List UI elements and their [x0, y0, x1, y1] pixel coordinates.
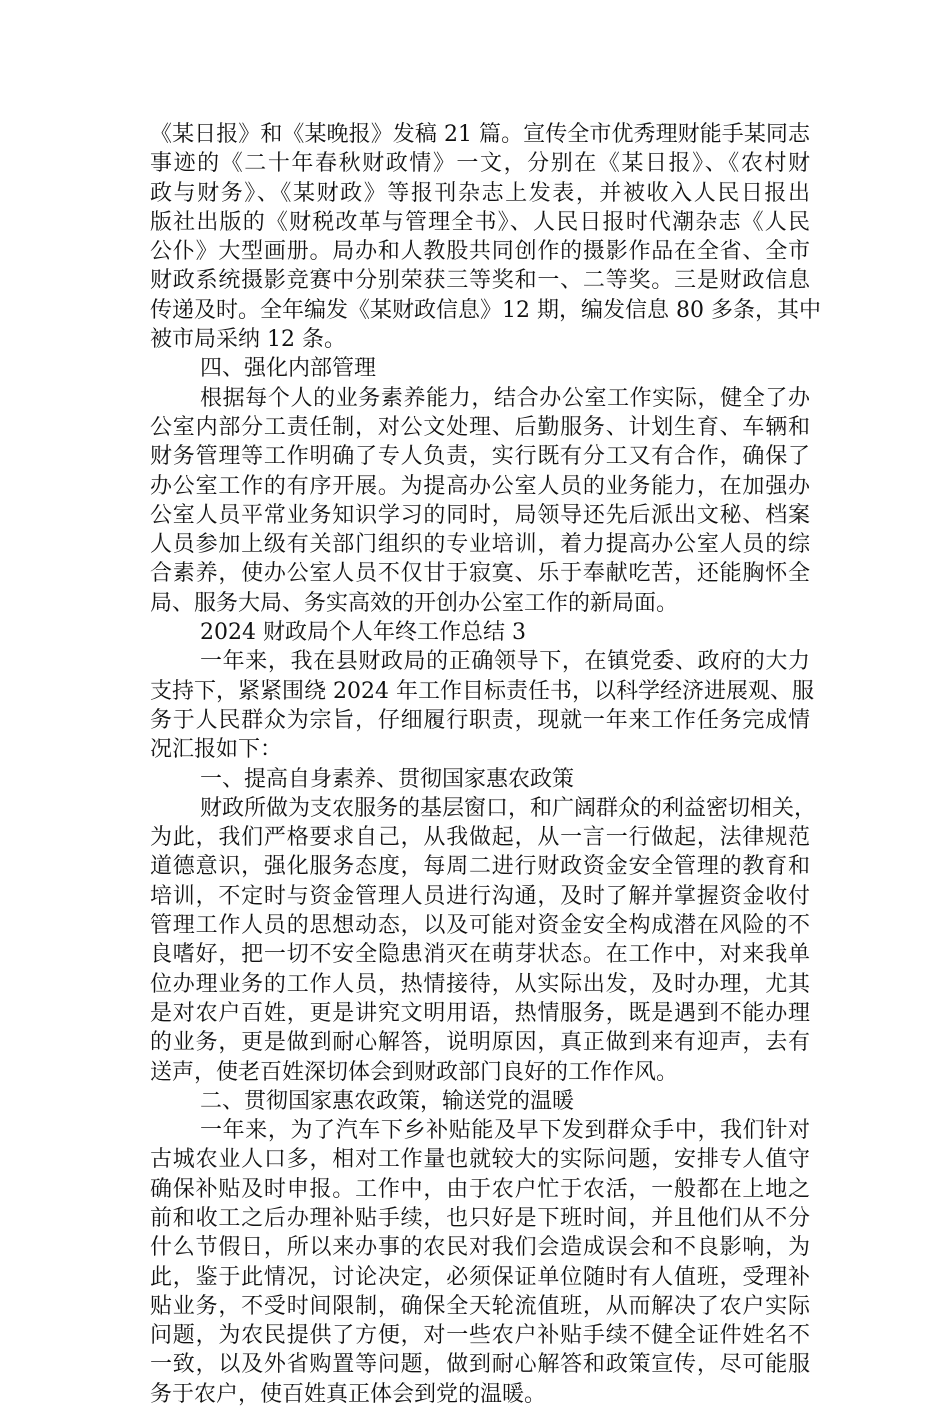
text-line: 传递及时。全年编发《某财政信息》12 期，编发信息 80 多条，其中	[150, 297, 821, 323]
text-line: 局、服务大局、务实高效的开创办公室工作的新局面。	[150, 590, 679, 616]
text-line: 版社出版的《财税改革与管理全书》、人民日报时代潮杂志《人民	[150, 209, 810, 235]
text-line: 合素养，使办公室人员不仅甘于寂寞、乐于奉献吃苦，还能胸怀全	[150, 561, 810, 587]
text-line: 根据每个人的业务素养能力，结合办公室工作实际，健全了办	[200, 385, 810, 411]
text-line: 古城农业人口多，相对工作量也就较大的实际问题，安排专人值守	[150, 1147, 810, 1173]
text-line: 公仆》大型画册。局办和人教股共同创作的摄影作品在全省、全市	[150, 239, 810, 265]
text-line: 《某日报》和《某晚报》发稿 21 篇。宣传全市优秀理财能手某同志	[150, 122, 810, 147]
text-line: 公室人员平常业务知识学习的同时，局领导还先后派出文秘、档案	[150, 502, 810, 528]
text-line: 一年来，为了汽车下乡补贴能及早下发到群众手中，我们针对	[200, 1118, 810, 1144]
text-line: 什么节假日，所以来办事的农民对我们会造成误会和不良影响，为	[150, 1235, 810, 1261]
document-page	[150, 120, 821, 1409]
text-line: 财政所做为支农服务的基层窗口，和广阔群众的利益密切相关，	[200, 795, 817, 821]
text-line: 一致，以及外省购置等问题，做到耐心解答和政策宣传，尽可能服	[150, 1352, 810, 1378]
text-line: 务于人民群众为宗旨，仔细履行职责，现就一年来工作任务完成情	[150, 707, 810, 733]
text-line: 良嗜好，把一切不安全隐患消灭在萌芽状态。在工作中，对来我单	[150, 942, 810, 968]
text-line: 确保补贴及时申报。工作中，由于农户忙于农活，一般都在上地之	[150, 1176, 810, 1202]
text-line: 2024 财政局个人年终工作总结 3	[200, 620, 526, 646]
text-line: 公室内部分工责任制，对公文处理、后勤服务、计划生育、车辆和	[150, 414, 810, 440]
text-line: 前和收工之后办理补贴手续，也只好是下班时间，并且他们从不分	[150, 1205, 810, 1231]
text-line: 是对农户百姓，更是讲究文明用语，热情服务，既是遇到不能办理	[150, 1000, 810, 1026]
text-line: 贴业务，不受时间限制，确保全天轮流值班，从而解决了农户实际	[150, 1293, 810, 1319]
text-line: 问题，为农民提供了方便，对一些农户补贴手续不健全证件姓名不	[150, 1323, 810, 1349]
text-line: 一、提高自身素养、贯彻国家惠农政策	[200, 766, 575, 792]
text-line: 财务管理等工作明确了专人负责，实行既有分工又有合作，确保了	[150, 444, 810, 470]
text-line: 政与财务》、《某财政》等报刊杂志上发表，并被收入人民日报出	[150, 180, 810, 206]
text-line: 道德意识，强化服务态度，每周二进行财政资金安全管理的教育和	[150, 854, 810, 880]
text-line: 被市局采纳 12 条。	[150, 327, 346, 353]
text-line: 二、贯彻国家惠农政策，输送党的温暖	[200, 1088, 575, 1114]
text-line: 办公室工作的有序开展。为提高办公室人员的业务能力，在加强办	[150, 473, 810, 499]
text-line: 一年来，我在县财政局的正确领导下，在镇党委、政府的大力	[200, 649, 810, 675]
text-line: 送声，使老百姓深切体会到财政部门良好的工作作风。	[150, 1059, 679, 1085]
text-line: 事迹的《二十年春秋财政情》一文，分别在《某日报》、《农村财	[150, 151, 810, 177]
text-line: 人员参加上级有关部门组织的专业培训，着力提高办公室人员的综	[150, 532, 810, 558]
text-line: 财政系统摄影竞赛中分别荣获三等奖和一、二等奖。三是财政信息	[150, 268, 810, 294]
text-line: 位办理业务的工作人员，热情接待，从实际出发，及时办理，尤其	[150, 971, 810, 997]
text-line: 的业务，更是做到耐心解答，说明原因，真正做到来有迎声，去有	[150, 1030, 810, 1056]
text-line: 四、强化内部管理	[200, 356, 377, 382]
text-line: 支持下，紧紧围绕 2024 年工作目标责任书，以科学经济进展观、服	[150, 678, 814, 704]
text-line: 况汇报如下：	[150, 737, 283, 763]
text-line: 培训，不定时与资金管理人员进行沟通，及时了解并掌握资金收付	[150, 883, 810, 909]
text-line: 此，鉴于此情况，讨论决定，必须保证单位随时有人值班，受理补	[150, 1264, 810, 1290]
text-line: 为此，我们严格要求自己，从我做起，从一言一行做起，法律规范	[150, 825, 810, 851]
text-line: 管理工作人员的思想动态，以及可能对资金安全构成潜在风险的不	[150, 913, 810, 939]
text-line: 务于农户，使百姓真正体会到党的温暖。	[150, 1381, 547, 1407]
